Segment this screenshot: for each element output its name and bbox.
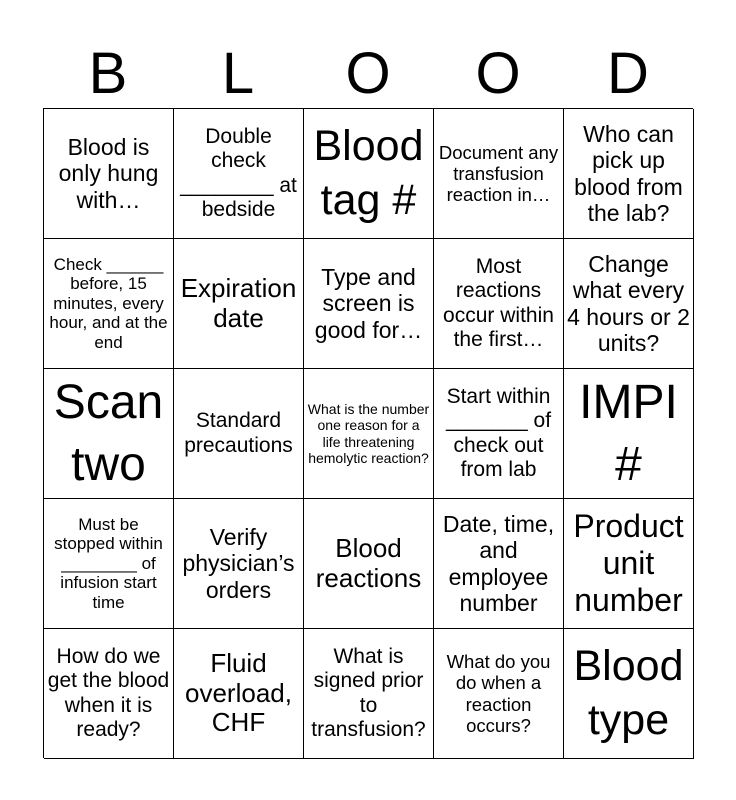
cell-text: What is signed prior to transfusion?: [311, 645, 426, 741]
bingo-cell[interactable]: [564, 369, 694, 499]
bingo-cell[interactable]: [304, 369, 434, 499]
bingo-cell[interactable]: [174, 109, 304, 239]
cell-text: Who can pick up blood from the lab?: [574, 120, 683, 226]
header-letter-o: O: [345, 41, 391, 106]
bingo-cell[interactable]: [434, 629, 564, 759]
cell-text: Scan two: [53, 376, 164, 491]
cell-text: Type and screen is good for…: [314, 263, 423, 343]
bingo-cell[interactable]: [434, 109, 564, 239]
cell-text: Document any transfusion reaction in…: [438, 141, 559, 206]
bingo-cell[interactable]: [304, 629, 434, 759]
cell-text: Must be stopped within ________ of infusion start time: [54, 514, 163, 612]
bingo-cell[interactable]: [44, 629, 174, 759]
header-letter-d: D: [607, 41, 649, 106]
cell-text: Most reactions occur within the first…: [443, 255, 554, 351]
bingo-cell[interactable]: [304, 239, 434, 369]
bingo-cell[interactable]: [434, 239, 564, 369]
cell-text: Start within _______ of check out from lab: [445, 385, 552, 481]
cell-text: Double check ________ at bedside: [180, 125, 297, 221]
header-letter-l: L: [221, 41, 255, 106]
cell-text: How do we get the blood when it is ready?: [47, 645, 170, 741]
cell-text: Blood reactions: [315, 532, 422, 593]
cell-text: Blood type: [573, 641, 684, 744]
bingo-cell[interactable]: [434, 369, 564, 499]
bingo-cell[interactable]: [564, 239, 694, 369]
cell-text: Verify physician’s orders: [182, 523, 295, 603]
cell-text: Fluid overload, CHF: [185, 647, 292, 738]
cell-text: What is the number one reason for a life threatening hemolytic reaction?: [307, 401, 430, 466]
bingo-cell[interactable]: [174, 239, 304, 369]
cell-text: Product unit number: [573, 508, 684, 618]
cell-text: Check ______ before, 15 minutes, every hour, and at the end: [49, 254, 168, 352]
bingo-cell[interactable]: [564, 109, 694, 239]
bingo-cell[interactable]: [564, 629, 694, 759]
bingo-board: [43, 108, 693, 758]
cell-text: Change what every 4 hours or 2 units?: [567, 250, 690, 356]
bingo-cell[interactable]: [564, 499, 694, 629]
header-letter-o: O: [475, 41, 521, 106]
cell-text: Expiration date: [180, 272, 297, 333]
header-letter-b: B: [88, 41, 128, 106]
cell-text: What do you do when a reaction occurs?: [446, 650, 551, 736]
bingo-cell[interactable]: [304, 499, 434, 629]
bingo-cell[interactable]: [174, 499, 304, 629]
cell-text: IMPI #: [579, 376, 678, 491]
bingo-cell[interactable]: [304, 109, 434, 239]
cell-text: Date, time, and employee number: [442, 510, 555, 616]
cell-text: Blood is only hung with…: [58, 133, 159, 213]
bingo-cell[interactable]: [44, 369, 174, 499]
bingo-header: [43, 40, 693, 108]
bingo-cell[interactable]: [434, 499, 564, 629]
bingo-cell[interactable]: [44, 109, 174, 239]
bingo-cell[interactable]: [44, 499, 174, 629]
bingo-cell[interactable]: [174, 629, 304, 759]
cell-text: Blood tag #: [313, 121, 424, 224]
bingo-cell[interactable]: [174, 369, 304, 499]
cell-text: Standard precautions: [184, 409, 293, 457]
bingo-cell[interactable]: [44, 239, 174, 369]
